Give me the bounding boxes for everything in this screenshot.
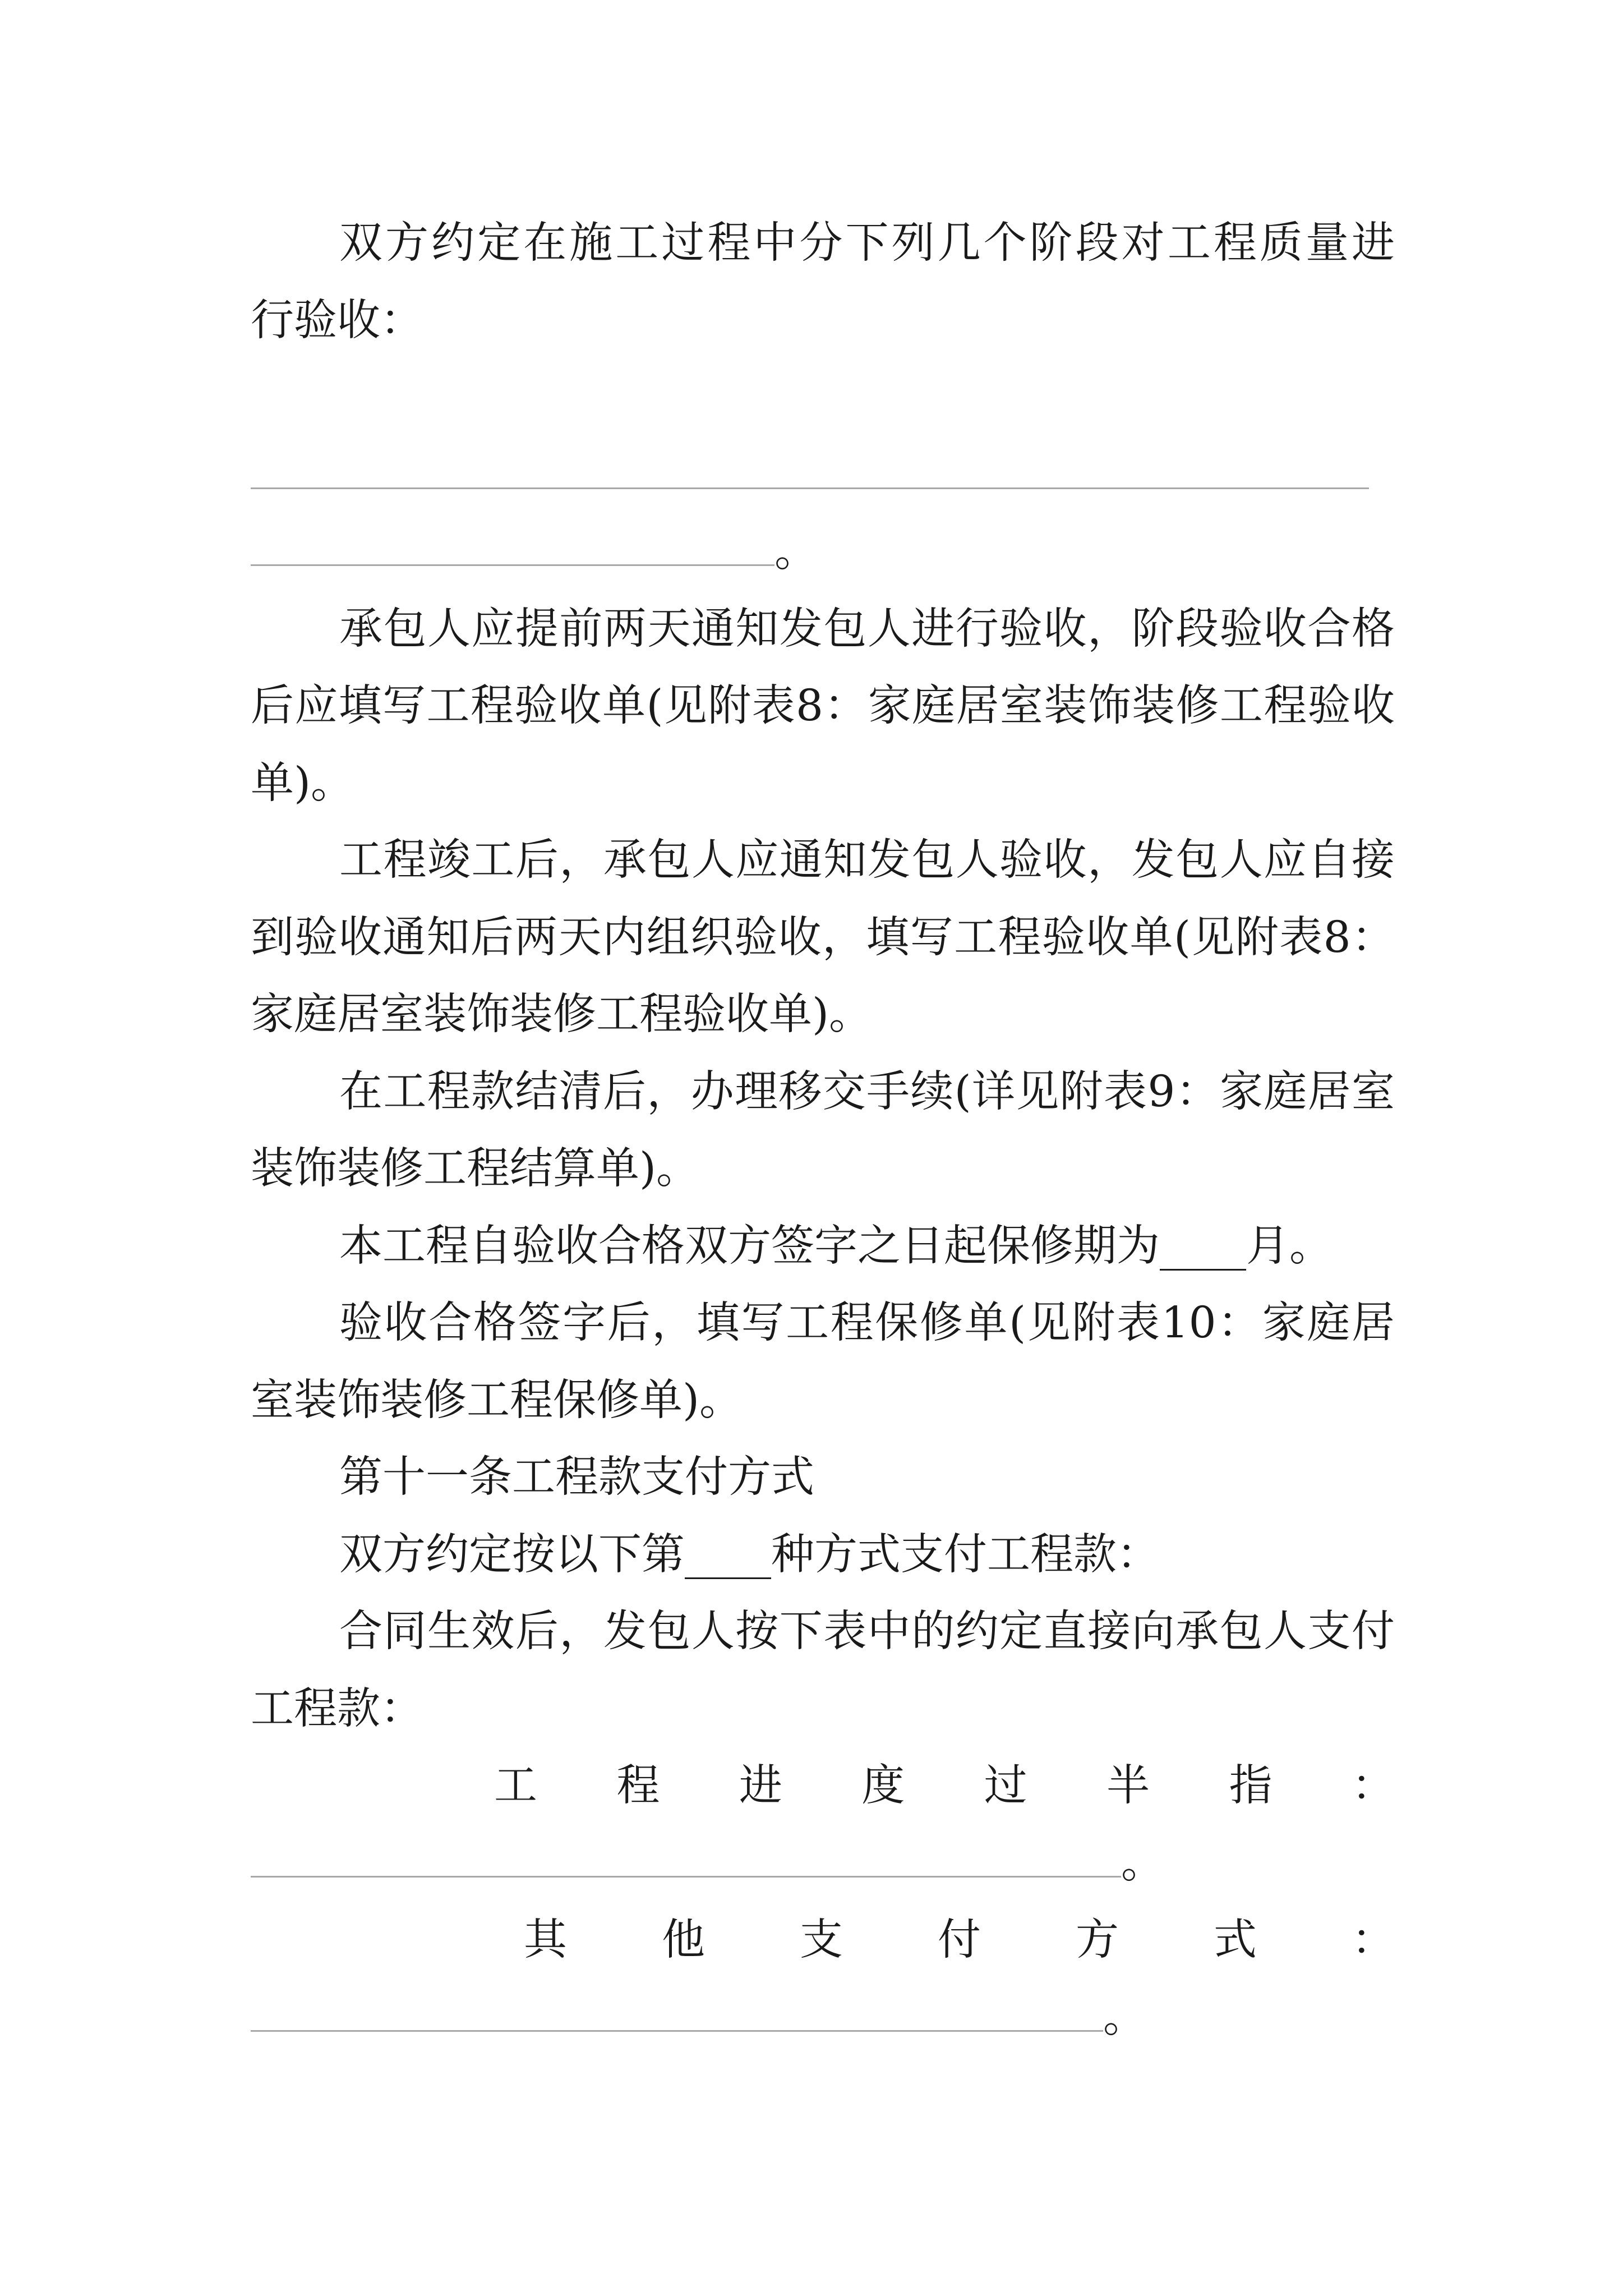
warranty-form-line-2: 室装饰装修工程保修单)。 bbox=[251, 1375, 743, 1425]
blank-end-punctuation: 。 bbox=[1103, 1992, 1146, 2042]
payment-direct-line-2: 工程款： bbox=[251, 1683, 423, 1734]
handover-line-2: 装饰装修工程结算单)。 bbox=[251, 1144, 700, 1194]
completion-line-3: 家庭居室装饰装修工程验收单)。 bbox=[251, 990, 873, 1039]
article-11-title: 第十一条工程款支付方式 bbox=[339, 1452, 814, 1502]
other-payment-label: 其他支付方式： bbox=[524, 1915, 1395, 1965]
acceptance-stages-blank-line-1 bbox=[251, 436, 1395, 514]
stage-notice-line-3: 单)。 bbox=[251, 758, 354, 808]
payment-choice-line: 双方约定按以下第____种方式支付工程款： bbox=[339, 1529, 1160, 1580]
progress-half-blank-line bbox=[251, 1825, 1395, 1902]
other-payment-blank-line bbox=[251, 1979, 1395, 2056]
blank-end-punctuation: 。 bbox=[774, 527, 818, 577]
payment-direct-line-1: 合同生效后，发包人按下表中的约定直接向承包人支付 bbox=[339, 1607, 1395, 1657]
blank-spacer bbox=[251, 359, 1395, 436]
fill-in-blank-rule bbox=[251, 487, 1369, 489]
completion-line-2: 到验收通知后两天内组织验收，填写工程验收单(见附表8： bbox=[251, 912, 1395, 963]
progress-half-label: 工程进度过半指： bbox=[494, 1761, 1395, 1811]
acceptance-stages-line-1: 双方约定在施工过程中分下列几个阶段对工程质量进 bbox=[339, 218, 1395, 268]
warranty-form-line-1: 验收合格签字后，填写工程保修单(见附表10：家庭居 bbox=[339, 1298, 1395, 1348]
warranty-period-line: 本工程自验收合格双方签字之日起保修期为____月。 bbox=[339, 1221, 1332, 1271]
acceptance-stages-blank-line-2 bbox=[251, 513, 1395, 591]
stage-notice-line-1: 承包人应提前两天通知发包人进行验收，阶段验收合格 bbox=[339, 604, 1395, 654]
handover-line-1: 在工程款结清后，办理移交手续(详见附表9：家庭居室 bbox=[339, 1066, 1395, 1117]
fill-in-blank-rule bbox=[251, 2030, 1103, 2032]
fill-in-blank-rule bbox=[251, 1876, 1121, 1878]
fill-in-blank-rule bbox=[251, 564, 774, 566]
completion-line-1: 工程竣工后，承包人应通知发包人验收，发包人应自接 bbox=[339, 835, 1395, 885]
stage-notice-line-2: 后应填写工程验收单(见附表8：家庭居室装饰装修工程验收 bbox=[251, 681, 1395, 731]
blank-end-punctuation: 。 bbox=[1121, 1838, 1164, 1888]
acceptance-stages-line-2: 行验收： bbox=[251, 295, 423, 346]
